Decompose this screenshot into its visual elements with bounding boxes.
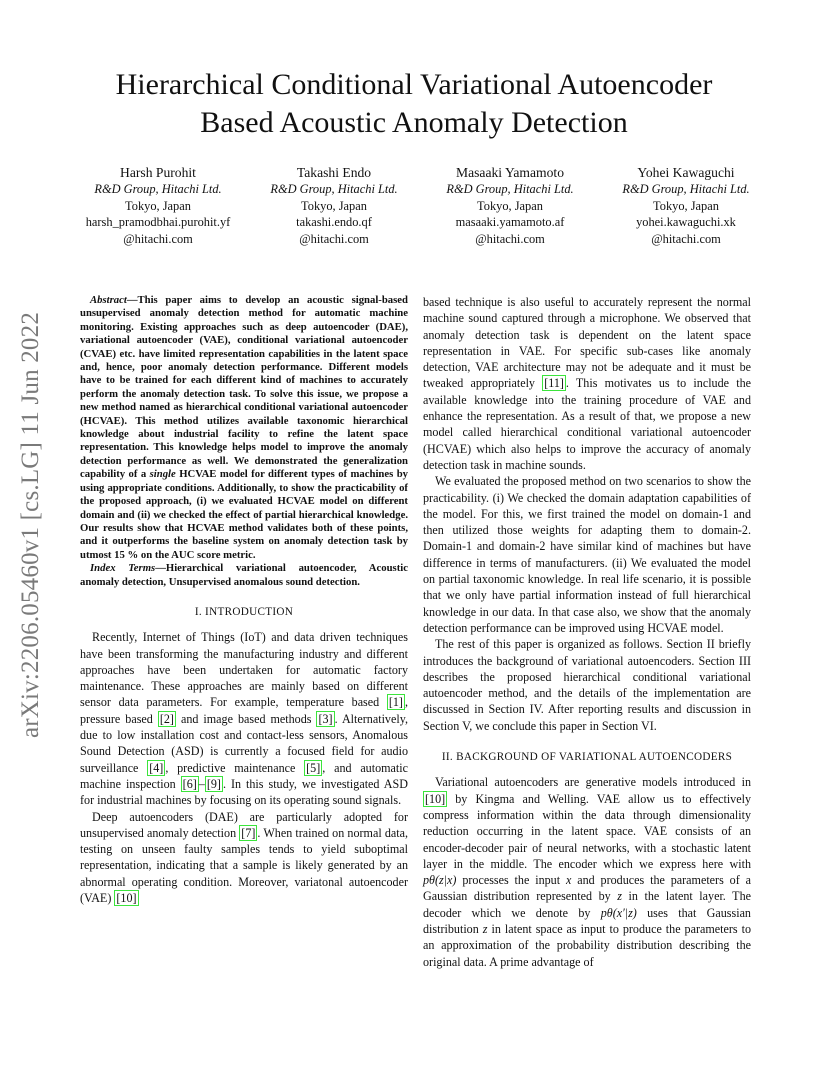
intro-paragraph-1 bbox=[80, 629, 408, 808]
intro-paragraph-2 bbox=[80, 809, 408, 907]
background-paragraph bbox=[423, 774, 751, 970]
text-run: Recently, Internet of Things (IoT) and data driven techniques have been transforming the manufacturing industry and different approaches have been undertaken for automatic factory maintenance. These approaches are mainly based on different sensor data parameters. For example, temperature based bbox=[80, 630, 408, 710]
author-name: Takashi Endo bbox=[296, 165, 372, 180]
citation-link[interactable]: [6] bbox=[182, 776, 197, 791]
author-name: Yohei Kawaguchi bbox=[637, 165, 735, 180]
citation-link[interactable]: [7] bbox=[241, 825, 256, 840]
paper-title bbox=[60, 66, 768, 142]
author-email-domain: @hitachi.com bbox=[299, 231, 369, 246]
author-block bbox=[600, 164, 772, 247]
author-name: Masaaki Yamamoto bbox=[456, 165, 564, 180]
index-terms bbox=[80, 562, 408, 589]
text-run: . Alternatively, due to low installation cost and contact-less sensors, Anomalous Sound Detection (ASD) is currently a focused field for audio surveillance bbox=[80, 711, 408, 775]
text-run: processes the input bbox=[456, 873, 566, 888]
abstract-text-cont: HCVAE model for different types of machines by using appropriate conditions. Additionally, to show the practicability of the proposed approach, (i) we evaluated HCVAE model on different domain and (ii) we checked the effect of partial hierarchical knowledge. Our results show that HCVAE method validates both of these points, and it outperforms the baseline system on anomaly detection task by utmost 15 % on the AUC score metric. bbox=[80, 468, 408, 561]
section-heading-introduction: I. INTRODUCTION bbox=[194, 605, 294, 618]
title-line-1: Hierarchical Conditional Variational Autoencoder bbox=[115, 68, 713, 101]
intro-paragraph-2-cont bbox=[423, 294, 751, 473]
text-run: based technique is also useful to accurately represent the normal machine sound captured through a microphone. We observed that anomaly detection task is dependent on the latent space representation in VAE. For specific sub-cases like anomaly detection, VAE architecture may not be adequate and it must be tweaked appropriately bbox=[423, 295, 751, 391]
author-email: takashi.endo.qf bbox=[296, 215, 372, 229]
text-run: uses that Gaussian distribution bbox=[423, 905, 751, 936]
right-column bbox=[423, 294, 751, 970]
author-email: masaaki.yamamoto.af bbox=[455, 215, 565, 229]
author-location: Tokyo, Japan bbox=[653, 198, 719, 213]
intro-paragraph-4: The rest of this paper is organized as follows. Section II briefly introduces the background of variational autoencoders. Section III describes the proposed hierarchical conditional variational autoencoder method, and the details of the implementation are discussed in Section IV. After reporting results and discussion in Section V, we conclude this paper in Section VI. bbox=[423, 637, 751, 733]
author-affiliation: R&D Group, Hitachi Ltd. bbox=[446, 182, 574, 196]
text-run: and image based methods bbox=[175, 711, 317, 726]
index-terms-text: —Hierarchical variational autoencoder, Acoustic anomaly detection, Unsupervised anomalous sound detection. bbox=[80, 562, 408, 588]
citation-link[interactable]: [10] bbox=[116, 890, 137, 905]
author-name: Harsh Purohit bbox=[120, 165, 196, 180]
text-run: . When trained on normal data, testing on unseen faulty samples tends to yield suboptimal representation, indicating that a sample is likely generated by an abnormal operating condition. Moreover, variatonal autoencoder (VAE) bbox=[80, 825, 409, 905]
author-location: Tokyo, Japan bbox=[301, 198, 367, 213]
author-block bbox=[248, 164, 420, 247]
author-list bbox=[72, 164, 772, 247]
title-line-2: Based Acoustic Anomaly Detection bbox=[200, 106, 628, 139]
math-z: z bbox=[617, 889, 622, 904]
author-email-domain: @hitachi.com bbox=[475, 231, 545, 246]
text-run: , and automatic machine inspection bbox=[80, 760, 408, 791]
text-run: in the latent layer. The decoder which we denote by bbox=[423, 889, 751, 920]
index-terms-label: Index Terms bbox=[90, 562, 156, 575]
math-x: x bbox=[565, 873, 572, 888]
text-run: by Kingma and Welling. VAE allow us to effectively compress information within the data through dimensionality reduction occurring in the latent space. VAE consists of an encoder-decoder pair of neural networks, with a stochastic latent layer in the middle. The encoder which we express here with bbox=[423, 791, 751, 871]
abstract bbox=[80, 294, 408, 589]
math-z-2: z bbox=[482, 921, 488, 936]
citation-link[interactable]: [11] bbox=[544, 376, 564, 391]
section-heading-background: II. BACKGROUND OF VARIATIONAL AUTOENCODERS bbox=[441, 751, 733, 764]
left-column bbox=[80, 294, 408, 906]
author-block bbox=[72, 164, 244, 247]
citation-link[interactable]: [5] bbox=[306, 760, 321, 775]
author-email: harsh_pramodbhai.purohit.yf bbox=[85, 215, 231, 229]
text-run: , pressure based bbox=[80, 695, 408, 726]
text-run: – bbox=[198, 776, 205, 791]
author-location: Tokyo, Japan bbox=[477, 198, 543, 213]
math-decoder: pθ(x′|z) bbox=[600, 905, 637, 920]
text-run: Deep autoencoders (DAE) are particularly adopted for unsupervised anomaly detection bbox=[80, 809, 408, 840]
author-affiliation: R&D Group, Hitachi Ltd. bbox=[622, 182, 750, 196]
text-run: and produces the parameters of a Gaussian distribution represented by bbox=[423, 873, 751, 904]
author-affiliation: R&D Group, Hitachi Ltd. bbox=[270, 182, 398, 196]
author-affiliation: R&D Group, Hitachi Ltd. bbox=[94, 182, 222, 196]
citation-link[interactable]: [4] bbox=[149, 760, 164, 775]
text-run: Variational autoencoders are generative models introduced in bbox=[435, 775, 751, 790]
abstract-paragraph bbox=[80, 294, 408, 562]
abstract-text: —This paper aims to develop an acoustic signal-based unsupervised anomaly detection method for automatic machine monitoring. Existing approaches such as deep autoencoder (DAE), variational autoencoder (VAE), conditional variational autoencoder (CVAE) etc. have limited representation capabilities in the latent space and, hence, poor anomaly detection performance. Different models have to be trained for each different kind of machines to accurately perform the anomaly detection task. To solve this issue, we propose a new method named as hierarchical conditional variational autoencoder (HCVAE). This method utilizes available taxonomic hierarchical knowledge about industrial facility to refine the latent space representation. This knowledge helps model to improve the anomaly detection performance as well. We demonstrated the generalization capability of a bbox=[80, 294, 408, 481]
citation-link[interactable]: [9] bbox=[206, 776, 221, 791]
intro-paragraph-3: We evaluated the proposed method on two scenarios to show the practicability. (i) We checked the domain adaptation capabilities of the model. For this, we first trained the model on domain-1 and then utilized those weights for adapting them to domain-2. Domain-1 and domain-2 have similar kind of machines but have difference in terms of manufacturers. (ii) We evaluated the model on partial taxonomic knowledge. In real life scenario, it is possible that we only have partial information instead of full hierarchical knowledge in our data. In that case also, we show that the anomaly detection performance can be improved using HCVAE model. bbox=[423, 474, 751, 635]
citation-link[interactable]: [10] bbox=[425, 791, 446, 806]
author-location: Tokyo, Japan bbox=[125, 198, 191, 213]
author-block bbox=[424, 164, 596, 247]
author-email-domain: @hitachi.com bbox=[123, 231, 193, 246]
arxiv-id: arXiv:2206.05460v1 [cs.LG] 11 Jun 2022 bbox=[17, 311, 44, 739]
math-encoder: pθ(z|x) bbox=[423, 873, 457, 888]
citation-link[interactable]: [3] bbox=[318, 711, 333, 726]
text-run: . This motivates us to include the available knowledge into the training procedure of VAE and enhance the representation. As a result of that, we propose a new model called hierarchical conditional variational autoencoder (HCVAE) which also helps to improve the accuracy of anomaly detection task in machine sounds. bbox=[423, 376, 752, 472]
arxiv-stamp bbox=[8, 290, 54, 760]
citation-link[interactable]: [2] bbox=[159, 711, 174, 726]
abstract-emphasis: single bbox=[149, 468, 176, 481]
author-email-domain: @hitachi.com bbox=[651, 231, 721, 246]
author-email: yohei.kawaguchi.xk bbox=[636, 215, 736, 229]
text-run: . In this study, we investigated ASD for industrial machines by focusing on its operating sound signals. bbox=[80, 776, 408, 808]
citation-link[interactable]: [1] bbox=[388, 695, 403, 710]
text-run: , predictive maintenance bbox=[165, 760, 305, 775]
text-run: in latent space as input to produce the parameters to an approximation of the probability distribution describing the original data. A prime advantage of bbox=[423, 921, 751, 969]
abstract-label: Abstract bbox=[90, 294, 127, 306]
